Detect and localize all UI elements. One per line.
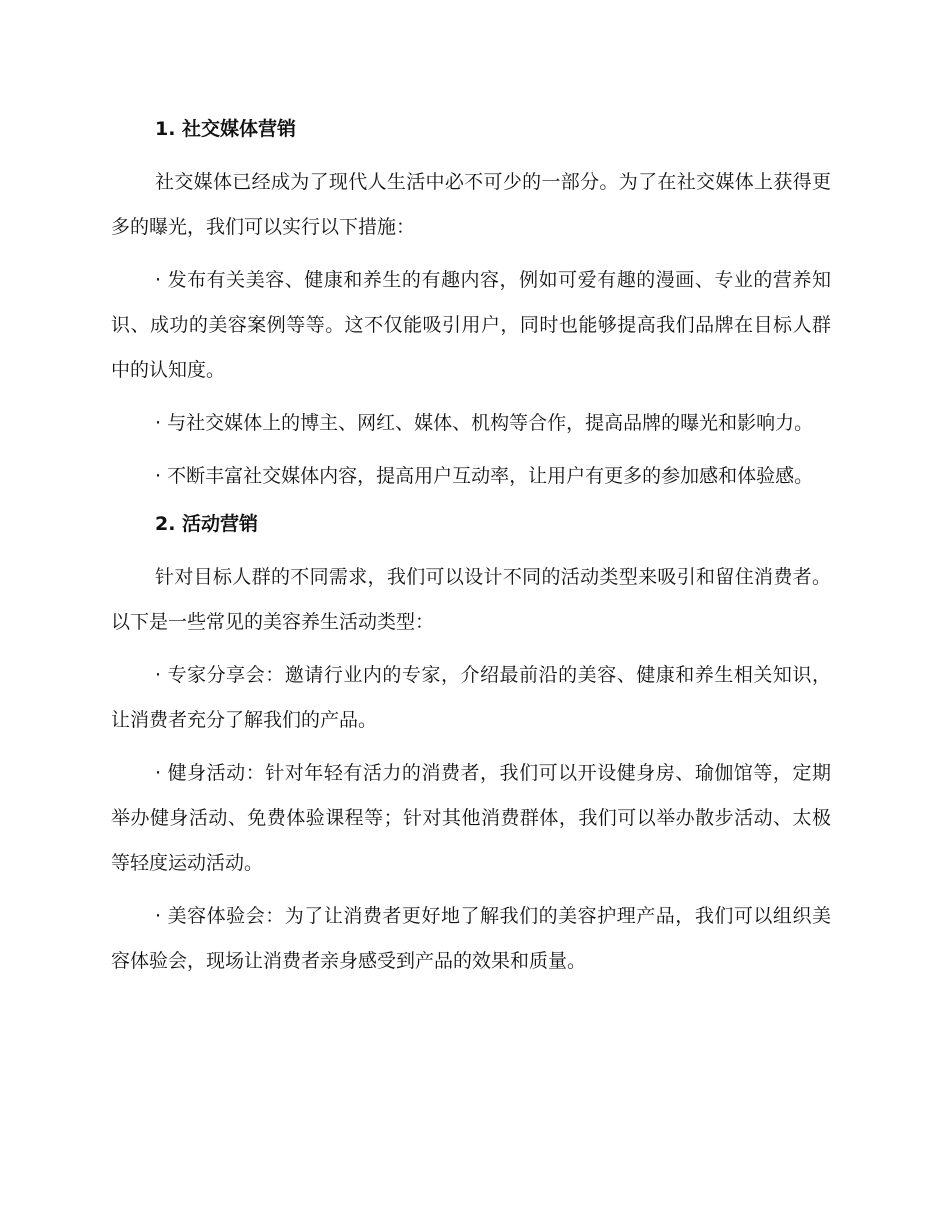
social-media-bullet-engagement: · 不断丰富社交媒体内容，提高用户互动率，让用户有更多的参加感和体验感。 (155, 465, 814, 487)
event-bullet-beauty-experience: · 美容体验会：为了让消费者更好地了解我们的美容护理产品，我们可以组织美容体验会，现场让消费者亲身感受到产品的效果和质量。 (111, 905, 831, 972)
event-bullet-fitness: · 健身活动：针对年轻有活力的消费者，我们可以开设健身房、瑜伽馆等，定期举办健身活动、免费体验课程等；针对其他消费群体，我们可以举办散步活动、太极等轻度运动活动。 (111, 762, 831, 874)
social-media-bullet-content: · 发布有关美容、健康和养生的有趣内容，例如可爱有趣的漫画、专业的营养知识、成功的美容案例等等。这不仅能吸引用户，同时也能够提高我们品牌在目标人群中的认知度。 (111, 269, 831, 381)
event-marketing-intro-paragraph: 针对目标人群的不同需求，我们可以设计不同的活动类型来吸引和留住消费者。以下是一些常见的美容养生活动类型： (111, 566, 831, 633)
social-media-intro-paragraph: 社交媒体已经成为了现代人生活中必不可少的一部分。为了在社交媒体上获得更多的曝光，我们可以实行以下措施： (111, 171, 831, 238)
document-body (111, 112, 831, 984)
section-heading-social-media-marketing: 1. 社交媒体营销 (155, 118, 297, 140)
event-bullet-expert-sharing: · 专家分享会：邀请行业内的专家，介绍最前沿的美容、健康和养生相关知识，让消费者充分了解我们的产品。 (111, 664, 831, 731)
section-heading-event-marketing: 2. 活动营销 (155, 513, 259, 535)
social-media-bullet-partnership: · 与社交媒体上的博主、网红、媒体、机构等合作，提高品牌的曝光和影响力。 (155, 412, 814, 434)
